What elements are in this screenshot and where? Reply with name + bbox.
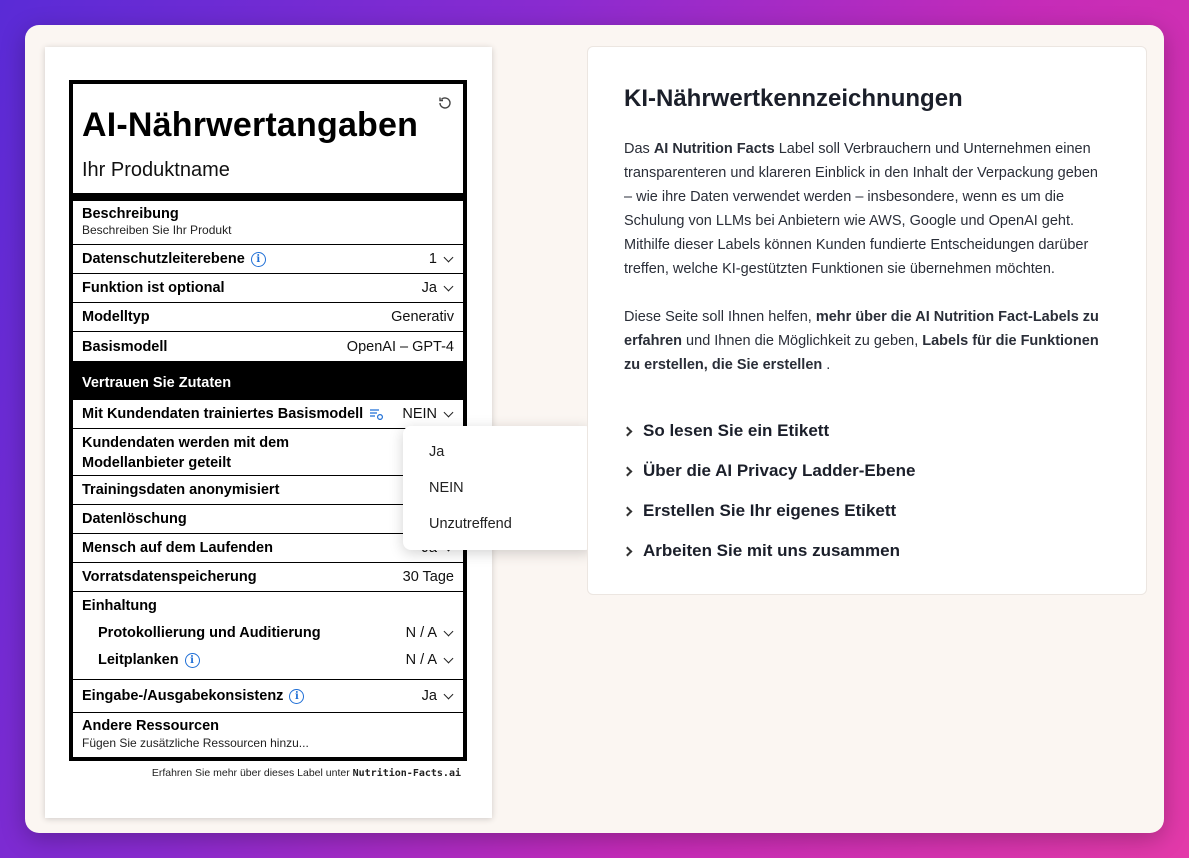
info-icon[interactable]: i (289, 689, 304, 704)
io-consistency-value: Ja (421, 688, 437, 704)
guardrails-row[interactable] (73, 647, 463, 680)
filter-icon[interactable] (369, 408, 383, 420)
product-name[interactable]: Ihr Produktname (82, 159, 230, 181)
label-header (73, 84, 463, 201)
anonymized-label: Trainingsdaten anonymisiert (82, 482, 280, 498)
chevron-right-icon (623, 506, 633, 516)
info-icon[interactable]: i (251, 252, 266, 267)
privacy-level-row[interactable] (73, 245, 463, 274)
accordion-create-label[interactable]: Erstellen Sie Ihr eigenes Etikett (624, 491, 1110, 531)
trained-customer-data-value: NEIN (402, 406, 437, 422)
dropdown-option-ja[interactable]: Ja (429, 444, 445, 460)
description-row[interactable] (73, 201, 463, 245)
chevron-right-icon (623, 466, 633, 476)
chevron-down-icon[interactable] (444, 653, 454, 663)
trained-customer-data-label: Mit Kundendaten trainiertes Basismodell (82, 406, 364, 422)
chevron-down-icon[interactable] (444, 252, 454, 262)
value-dropdown-menu (403, 426, 593, 550)
compliance-row (73, 592, 463, 619)
trained-customer-data-row[interactable] (73, 400, 463, 429)
info-icon[interactable]: i (185, 653, 200, 668)
accordion-work-with-us[interactable]: Arbeiten Sie mit uns zusammen (624, 531, 1110, 571)
retention-row[interactable] (73, 563, 463, 592)
optional-label: Funktion ist optional (82, 280, 225, 296)
human-in-loop-label: Mensch auf dem Laufenden (82, 540, 273, 556)
description-label: Beschreibung (82, 206, 179, 222)
model-type-value[interactable]: Generativ (391, 309, 454, 325)
model-type-row[interactable] (73, 303, 463, 332)
dropdown-option-nein[interactable]: NEIN (429, 480, 464, 496)
purpose-paragraph: Diese Seite soll Ihnen helfen, mehr über die AI Nutrition Fact-Labels zu erfahren und Ihnen die Möglichkeit zu geben, Labels für die Funktionen zu erstellen, die Sie erstellen . (624, 309, 1099, 373)
footnote-link[interactable]: Nutrition-Facts.ai (352, 768, 461, 779)
chevron-right-icon (623, 546, 633, 556)
compliance-label: Einhaltung (82, 598, 157, 614)
shared-with-provider-label: Kundendaten werden mit dem Modellanbieter geteilt (82, 435, 290, 471)
optional-value: Ja (421, 280, 437, 296)
description-input[interactable]: Beschreiben Sie Ihr Produkt (82, 223, 232, 237)
chevron-down-icon[interactable] (444, 407, 454, 417)
retention-label: Vorratsdatenspeicherung (82, 569, 257, 585)
logging-row[interactable] (73, 619, 463, 647)
footnote-text: Erfahren Sie mehr über dieses Label unter (151, 767, 350, 779)
privacy-level-value: 1 (428, 251, 437, 267)
chevron-right-icon (623, 426, 633, 436)
io-consistency-row[interactable] (73, 680, 463, 713)
other-resources-input[interactable]: Fügen Sie zusätzliche Ressourcen hinzu... (82, 736, 309, 750)
guardrails-label: Leitplanken (98, 652, 179, 668)
io-consistency-label: Eingabe-/Ausgabekonsistenz (82, 688, 284, 704)
trust-section-heading: Vertrauen Sie Zutaten (73, 361, 463, 400)
guardrails-value: N / A (405, 652, 437, 668)
privacy-level-label: Datenschutzleiterebene (82, 251, 245, 267)
dropdown-option-unzutreffend[interactable]: Unzutreffend (429, 516, 512, 532)
main-panel (25, 25, 1164, 833)
intro-paragraph: Das AI Nutrition Facts Label soll Verbrauchern und Unternehmen einen transparenteren und klareren Einblick in den Inhalt der Verpackung geben – wie ihre Daten verwendet werden – insbesondere, wenn es um die Schulung von LLMs bei Anbietern wie AWS, Google und OpenAI geht. Mithilfe dieser Labels können Kunden fundierte Entscheidungen darüber treffen, welche KI-gestützten Funktionen sie übernehmen möchten. (624, 141, 1098, 277)
other-resources-row[interactable] (73, 713, 463, 758)
model-type-label: Modelltyp (82, 309, 150, 325)
base-model-row[interactable] (73, 332, 463, 361)
footnote (152, 767, 461, 779)
other-resources-label: Andere Ressourcen (82, 718, 219, 734)
logging-label: Protokollierung und Auditierung (98, 625, 321, 641)
reset-icon[interactable] (437, 95, 453, 111)
accordion-privacy-ladder[interactable]: Über die AI Privacy Ladder-Ebene (624, 451, 1110, 491)
base-model-value[interactable]: OpenAI – GPT-4 (346, 338, 454, 355)
retention-value[interactable]: 30 Tage (402, 569, 454, 585)
logging-value: N / A (405, 625, 437, 641)
chevron-down-icon[interactable] (444, 281, 454, 291)
accordion-list (624, 411, 1110, 571)
deletion-label: Datenlöschung (82, 511, 187, 527)
label-title: AI-Nährwertangaben (82, 106, 419, 144)
optional-row[interactable] (73, 274, 463, 303)
base-model-label: Basismodell (82, 338, 168, 355)
nutrition-label (69, 80, 467, 761)
info-title: KI-Nährwertkennzeichnungen (624, 85, 963, 112)
info-card (587, 46, 1147, 595)
chevron-down-icon[interactable] (444, 689, 454, 699)
accordion-read-label[interactable]: So lesen Sie ein Etikett (624, 411, 1110, 451)
chevron-down-icon[interactable] (444, 626, 454, 636)
